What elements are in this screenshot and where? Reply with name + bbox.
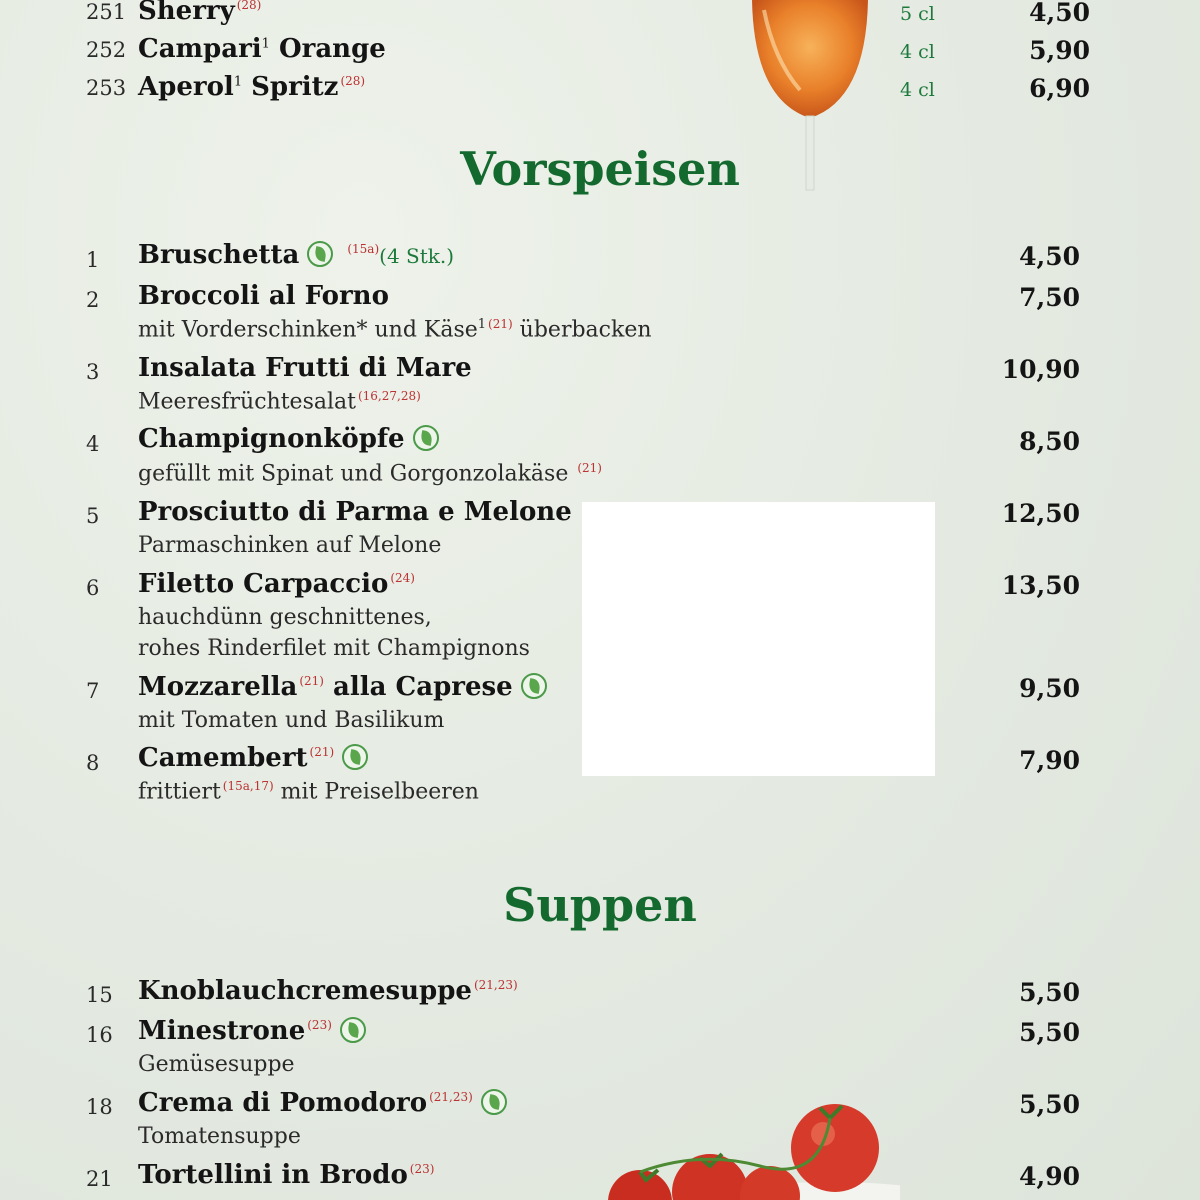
item-price: 7,90 (1019, 746, 1080, 775)
item-number: 18 (86, 1095, 113, 1119)
item-description: Meeresfrüchtesalat $^{(16,27,28)}$ (138, 389, 421, 415)
item-price: 9,50 (1019, 674, 1080, 703)
item-price: 6,90 (1029, 74, 1090, 103)
item-price: 4,50 (1029, 0, 1090, 27)
item-price: 5,90 (1029, 36, 1090, 65)
item-price: 7,50 (1019, 283, 1080, 312)
blank-image-placeholder (582, 502, 935, 776)
item-name: Camembert $^{(21)}$ (138, 743, 368, 773)
item-description: Gemüsesuppe (138, 1052, 295, 1077)
leaf-icon (481, 1089, 507, 1115)
item-name: Campari$^1$ Orange (138, 34, 386, 64)
item-name: Mozzarella $^{(21)}$ alla Caprese (138, 672, 547, 702)
section-title-suppen: Suppen (503, 878, 697, 932)
item-number: 3 (86, 360, 100, 384)
item-price: 4,90 (1019, 1162, 1080, 1191)
item-name: Crema di Pomodoro $^{(21,23)}$ (138, 1088, 507, 1118)
item-volume: 4 cl (900, 41, 935, 63)
item-name: Knoblauchcremesuppe $^{(21,23)}$ (138, 976, 518, 1006)
item-name: Broccoli al Forno (138, 281, 389, 311)
item-description: mit Vorderschinken* und Käse$^1$ $^{(21)}$ überbacken (138, 317, 652, 343)
item-number: 252 (86, 38, 127, 62)
leaf-icon (342, 744, 368, 770)
item-number: 2 (86, 288, 100, 312)
item-name: Insalata Frutti di Mare (138, 353, 472, 383)
item-price: 12,50 (1001, 499, 1080, 528)
item-number: 253 (86, 76, 127, 100)
item-name: Filetto Carpaccio $^{(24)}$ (138, 569, 415, 599)
item-name: Bruschetta $^{(15a)}$(4 Stk.) (138, 240, 455, 270)
item-number: 16 (86, 1023, 113, 1047)
item-price: 13,50 (1001, 571, 1080, 600)
item-number: 6 (86, 576, 100, 600)
item-number: 4 (86, 432, 100, 456)
item-name: Champignonköpfe (138, 424, 439, 454)
item-number: 5 (86, 504, 100, 528)
item-price: 5,50 (1019, 978, 1080, 1007)
item-name: Minestrone $^{(23)}$ (138, 1016, 366, 1046)
item-name: Sherry $^{(28)}$ (138, 0, 262, 26)
item-price: 5,50 (1019, 1090, 1080, 1119)
item-description: rohes Rinderfilet mit Champignons (138, 636, 530, 661)
item-price: 4,50 (1019, 242, 1080, 271)
leaf-icon (521, 673, 547, 699)
leaf-icon (340, 1017, 366, 1043)
item-price: 8,50 (1019, 427, 1080, 456)
item-number: 1 (86, 248, 100, 272)
item-number: 251 (86, 0, 127, 24)
item-description: Tomatensuppe (138, 1124, 301, 1149)
section-title-vorspeisen: Vorspeisen (460, 142, 740, 196)
item-volume: 4 cl (900, 79, 935, 101)
item-description: mit Tomaten und Basilikum (138, 708, 445, 733)
item-number: 15 (86, 983, 113, 1007)
item-volume: 5 cl (900, 3, 935, 25)
item-description: hauchdünn geschnittenes, (138, 605, 432, 630)
item-description: gefüllt mit Spinat und Gorgonzolakäse $^{(21)}$ (138, 461, 602, 487)
leaf-icon (307, 241, 333, 267)
item-name: Aperol$^1$ Spritz $^{(28)}$ (138, 72, 366, 102)
item-price: 10,90 (1001, 355, 1080, 384)
item-price: 5,50 (1019, 1018, 1080, 1047)
item-description: frittiert $^{(15a,17)}$ mit Preiselbeeren (138, 779, 479, 805)
item-name: Tortellini in Brodo $^{(23)}$ (138, 1160, 435, 1190)
item-name: Prosciutto di Parma e Melone (138, 497, 572, 527)
item-description: Parmaschinken auf Melone (138, 533, 442, 558)
leaf-icon (413, 425, 439, 451)
tomatoes-image (580, 1100, 900, 1200)
item-number: 7 (86, 679, 100, 703)
item-number: 21 (86, 1167, 113, 1191)
item-number: 8 (86, 751, 100, 775)
